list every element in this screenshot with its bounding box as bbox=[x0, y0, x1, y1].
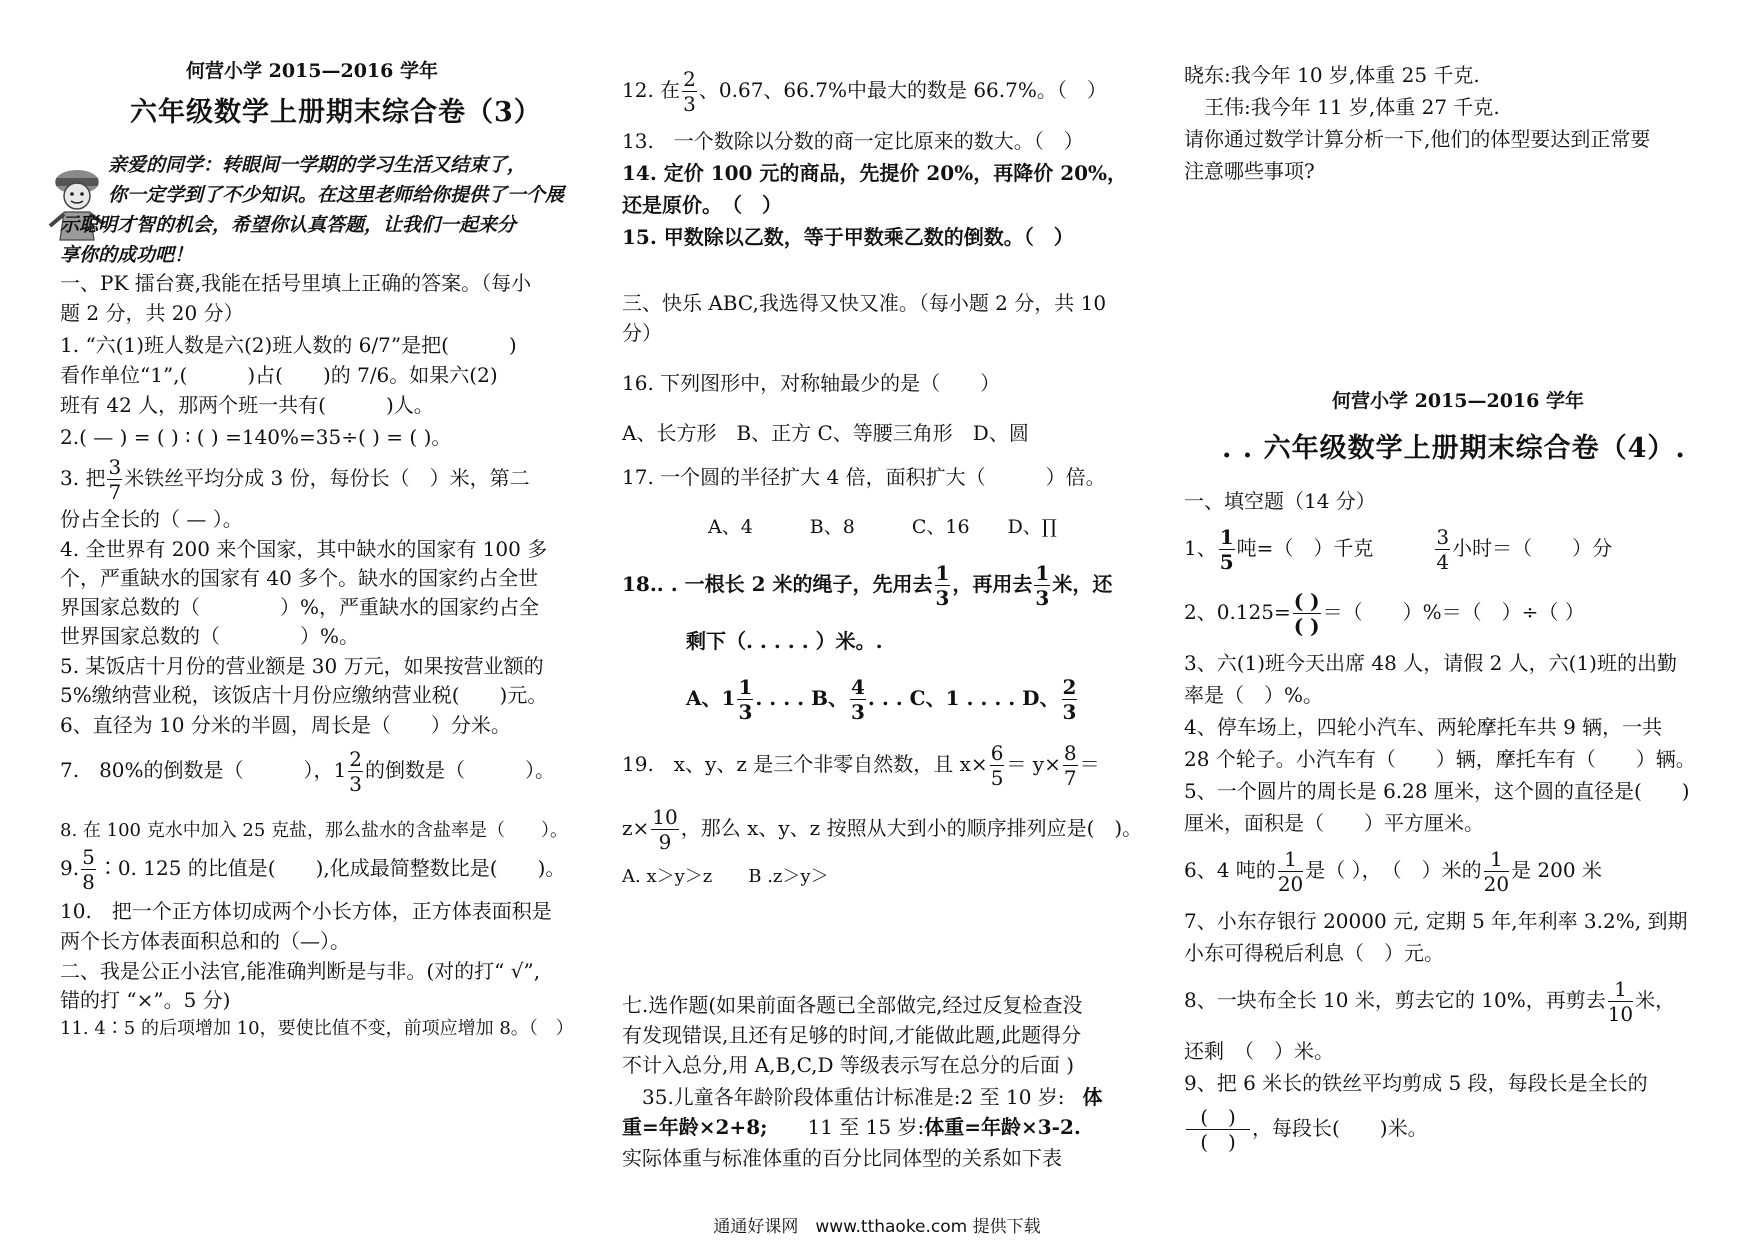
q18-line-a: 18.. . 一根长 2 米的绳子，先用去 $\frac{1}{3}$ ，再用去 $\frac{1}{3}$ 米，还 bbox=[622, 561, 1113, 610]
q19-options: A. x＞y＞z B .z＞y＞ bbox=[622, 866, 829, 887]
greeting-line-4: 享你的成功吧！ bbox=[60, 244, 194, 266]
q19-fraction-1: $\frac{6}{5}$ bbox=[990, 741, 1004, 790]
q5-line-b: 5%缴纳营业税，该饭店十月份应缴纳营业税( )元。 bbox=[60, 683, 548, 707]
q12: 12. 在 $\frac{2}{3}$ 、0.67、66.7%中最大的数是 66.7%。（ ） bbox=[622, 67, 1107, 116]
section2-title: 二、我是公正小法官,能准确判断是与非。(对的打“ √”, bbox=[60, 959, 541, 983]
greeting-line-1: 亲爱的同学：转眼间一学期的学习生活又结束了， bbox=[108, 154, 527, 176]
q5-line-a: 5. 某饭店十月份的营业额是 30 万元，如果按营业额的 bbox=[60, 654, 544, 678]
school-title-right: 何营小学 2015—2016 学年 bbox=[1332, 390, 1584, 412]
f1-fraction-2: $\frac{3}{4}$ bbox=[1436, 525, 1450, 574]
f5-line-a: 5、一个圆片的周长是 6.28 厘米，这个圆的直径是( ) bbox=[1184, 779, 1690, 803]
section7-line-b: 有发现错误,且还有足够的时间,才能做此题,此题得分 bbox=[622, 1023, 1082, 1047]
q13: 13. 一个数除以分数的商一定比原来的数大。（ ） bbox=[622, 129, 1084, 153]
section1-right-title: 一、填空题（14 分） bbox=[1184, 489, 1376, 513]
q12-fraction: $\frac{2}{3}$ bbox=[683, 67, 696, 116]
f4-line-a: 4、停车场上，四轮小汽车、两轮摩托车共 9 辆，一共 bbox=[1184, 715, 1663, 739]
q16-options: A、长方形 B、正方 C、等腰三角形 D、圆 bbox=[622, 421, 1029, 445]
q16: 16. 下列图形中，对称轴最少的是（ ） bbox=[622, 371, 1001, 395]
q4-line-c: 界国家总数的（ ）%，严重缺水的国家约占全 bbox=[60, 595, 540, 619]
greeting-line-3: 示聪明才智的机会，希望你认真答题，让我们一起来分 bbox=[60, 214, 517, 236]
f7-line-a: 7、小东存银行 20000 元, 定期 5 年,年利率 3.2%, 到期 bbox=[1184, 909, 1688, 933]
f3-line-b: 率是（ ）%。 bbox=[1184, 683, 1324, 707]
section1-subtitle: 题 2 分，共 20 分） bbox=[60, 301, 244, 325]
q19-line-a: 19. x、y、z 是三个非零自然数，且 x× $\frac{6}{5}$ ＝ y× $\frac{8}{7}$ ＝ bbox=[622, 741, 1100, 790]
q11: 11. 4∶5 的后项增加 10，要使比值不变，前项应增加 8。（ ） bbox=[60, 1018, 574, 1039]
q35-line-c: 实际体重与标准体重的百分比同体型的关系如下表 bbox=[622, 1146, 1062, 1170]
exam-title-left: 六年级数学上册期末综合卷（3） bbox=[130, 97, 542, 128]
f1: 1、 $\frac{1}{5}$ 吨=（ ）千克 $\frac{3}{4}$ 小时＝（ ）分 bbox=[1184, 525, 1613, 574]
q18-option-a-fraction: $\frac{1}{3}$ bbox=[738, 675, 753, 724]
f6-fraction-1: $\frac{1}{20}$ bbox=[1277, 847, 1304, 896]
f8-line-a: 8、一块布全长 10 米，剪去它的 10%，再剪去 $\frac{1}{10}$ 米， bbox=[1184, 977, 1676, 1026]
q10-line-a: 10. 把一个正方体切成两个小长方体，正方体表面积是 bbox=[60, 899, 552, 923]
f3-line-a: 3、六(1)班今天出席 48 人，请假 2 人，六(1)班的出勤 bbox=[1184, 651, 1677, 675]
q18-options: A、1 $\frac{1}{3}$ . . . . B、 $\frac{4}{3}$ . . . C、1 . . . . D、 $\frac{2}{3}$ bbox=[686, 675, 1077, 724]
f1-fraction-1: $\frac{1}{5}$ bbox=[1219, 525, 1234, 574]
greeting-line-2: 你一定学到了不少知识。在这里老师给你提供了一个展 bbox=[108, 184, 565, 206]
f6-fraction-2: $\frac{1}{20}$ bbox=[1483, 847, 1510, 896]
exam-title-right: . . 六年级数学上册期末综合卷（4）. bbox=[1222, 433, 1686, 464]
q14-line-a: 14. 定价 100 元的商品，先提价 20%，再降价 20%， bbox=[622, 161, 1128, 185]
f8-line-b: 还剩 （ ）米。 bbox=[1184, 1039, 1334, 1063]
f5-line-b: 厘米，面积是（ ）平方厘米。 bbox=[1184, 811, 1484, 835]
q4-line-a: 4. 全世界有 200 来个国家，其中缺水的国家有 100 多 bbox=[60, 537, 548, 561]
section3-title: 三、快乐 ABC,我选得又快又准。（每小题 2 分，共 10 bbox=[622, 291, 1107, 315]
f2: 2、0.125= $\frac{( )}{( )}$ ＝（ ）%＝（ ）÷（ ） bbox=[1184, 589, 1585, 638]
f9-line-b: $\frac{( )}{( )}$ ，每段长( )米。 bbox=[1184, 1100, 1428, 1156]
q18-fraction-1: $\frac{1}{3}$ bbox=[935, 561, 950, 610]
q17-options: A、4 B、8 C、16 D、∏ bbox=[708, 516, 1057, 538]
q7-fraction: $\frac{2}{3}$ bbox=[349, 747, 362, 796]
q7: 7. 80%的倒数是（ ），1 $\frac{2}{3}$ 的倒数是（ ）。 bbox=[60, 747, 555, 796]
section1-title: 一、PK 擂台赛,我能在括号里填上正确的答案。（每小 bbox=[60, 271, 532, 295]
ask-line-a: 请你通过数学计算分析一下,他们的体型要达到正常要 bbox=[1184, 127, 1651, 151]
section2-subtitle: 错的打 “×”。5 分) bbox=[60, 988, 231, 1012]
q10-line-b: 两个长方体表面积总和的（—）。 bbox=[60, 929, 350, 953]
q2: 2.( — ) = ( ) ∶ ( ) =140%=35÷( ) = ( )。 bbox=[60, 425, 452, 449]
q18-option-b-fraction: $\frac{4}{3}$ bbox=[850, 675, 865, 724]
f2-fraction: $\frac{( )}{( )}$ bbox=[1293, 589, 1320, 638]
q1-line-b: 看作单位“1”,( )占( )的 7/6。如果六(2) bbox=[60, 363, 498, 387]
q3-line-b: 份占全长的（ — ）。 bbox=[60, 507, 243, 531]
f9-fraction: $\frac{( )}{( )}$ bbox=[1186, 1107, 1250, 1152]
q14-line-b: 还是原价。 （ ） bbox=[622, 193, 782, 217]
f7-line-b: 小东可得税后利息（ ）元。 bbox=[1184, 941, 1444, 965]
section3-subtitle: 分） bbox=[622, 321, 662, 345]
f8-fraction: $\frac{1}{10}$ bbox=[1607, 977, 1634, 1026]
q6: 6、直径为 10 分米的半圆，周长是（ ）分米。 bbox=[60, 713, 511, 737]
q9: 9. $\frac{5}{8}$ ∶0. 125 的比值是( ),化成最简整数比是( )。 bbox=[60, 845, 566, 894]
q1-line-a: 1. “六(1)班人数是六(2)班人数的 6/7”是把( ) bbox=[60, 333, 517, 357]
q19-fraction-2: $\frac{8}{7}$ bbox=[1063, 741, 1077, 790]
q9-fraction: $\frac{5}{8}$ bbox=[82, 845, 95, 894]
q15: 15. 甲数除以乙数，等于甲数乘乙数的倒数。（ ） bbox=[622, 225, 1074, 249]
q3-line-a: 3. 把 $\frac{3}{7}$ 米铁丝平均分成 3 份，每份长（ ）米，第二 bbox=[60, 455, 530, 504]
f4-line-b: 28 个轮子。小汽车有（ ）辆，摩托车有（ ）辆。 bbox=[1184, 747, 1696, 771]
q18-fraction-2: $\frac{1}{3}$ bbox=[1035, 561, 1050, 610]
q4-line-d: 世界国家总数的（ ）%。 bbox=[60, 624, 360, 648]
xiaodong-line: 晓东:我今年 10 岁,体重 25 千克. bbox=[1184, 63, 1480, 87]
wangwei-line: 王伟:我今年 11 岁,体重 27 千克. bbox=[1184, 95, 1500, 119]
ask-line-b: 注意哪些事项? bbox=[1184, 159, 1315, 183]
q35-line-b: 重=年龄×2+8; 11 至 15 岁:体重=年龄×3-2. bbox=[622, 1115, 1081, 1139]
q35-line-a: 35.儿童各年龄阶段体重估计标准是:2 至 10 岁: 体 bbox=[622, 1085, 1103, 1109]
q19-line-b: z× $\frac{10}{9}$ ，那么 x、y、z 按照从大到小的顺序排列应是( )。 bbox=[622, 805, 1143, 854]
q18-line-b: 剩下（. . . . . ）米。. bbox=[686, 629, 883, 653]
q17: 17. 一个圆的半径扩大 4 倍，面积扩大（ ）倍。 bbox=[622, 465, 1106, 489]
f6: 6、4 吨的 $\frac{1}{20}$ 是（ ）， （ ）米的 $\frac{1}{20}$ 是 200 米 bbox=[1184, 847, 1602, 896]
school-title-left: 何营小学 2015—2016 学年 bbox=[186, 60, 438, 82]
q8: 8. 在 100 克水中加入 25 克盐，那么盐水的含盐率是（ ）。 bbox=[60, 820, 569, 841]
page-footer: 通通好课网 www.tthaoke.com 提供下载 bbox=[713, 1217, 1041, 1237]
q18-option-d-fraction: $\frac{2}{3}$ bbox=[1062, 675, 1077, 724]
q3-fraction: $\frac{3}{7}$ bbox=[108, 455, 122, 504]
q1-line-c: 班有 42 人，那两个班一共有( )人。 bbox=[60, 393, 434, 417]
q4-line-b: 个，严重缺水的国家有 40 多个。缺水的国家约占全世 bbox=[60, 566, 539, 590]
q19-fraction-3: $\frac{10}{9}$ bbox=[652, 805, 678, 854]
section7-line-a: 七.选作题(如果前面各题已全部做完,经过反复检查没 bbox=[622, 993, 1083, 1017]
section7-line-c: 不计入总分,用 A,B,C,D 等级表示写在总分的后面 ) bbox=[622, 1053, 1075, 1077]
f9-line-a: 9、把 6 米长的铁丝平均剪成 5 段，每段长是全长的 bbox=[1184, 1071, 1648, 1095]
